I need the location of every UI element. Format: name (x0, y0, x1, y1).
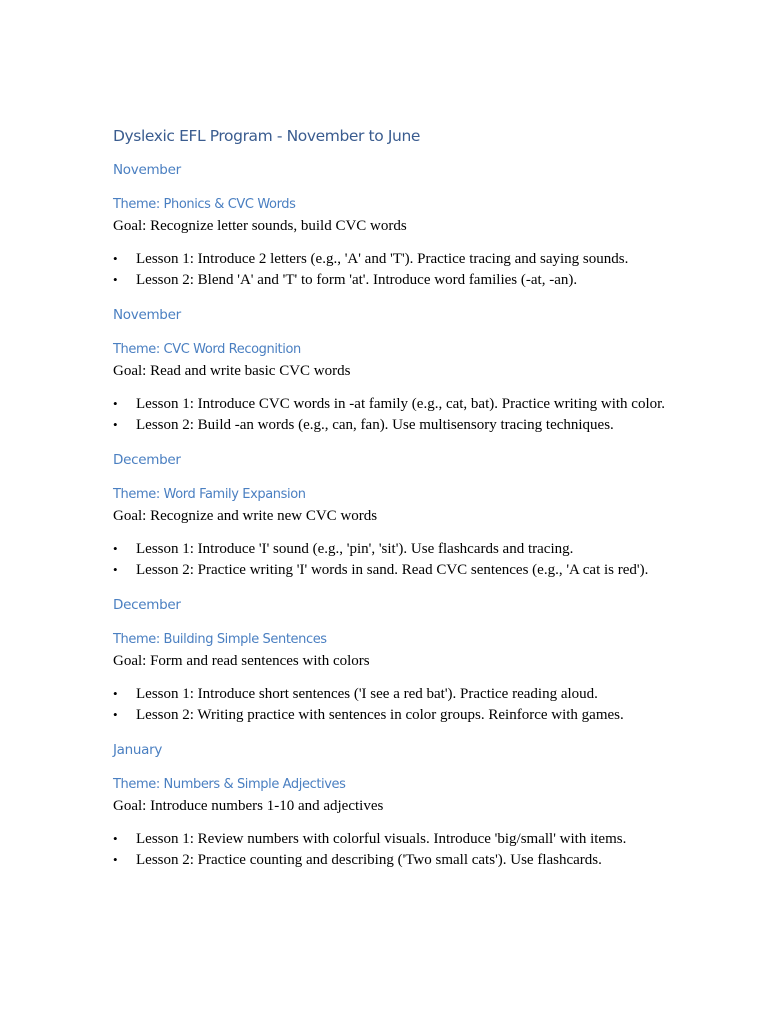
lesson-item (113, 850, 673, 871)
bullet-icon: • (113, 851, 118, 867)
month-heading: November (113, 162, 181, 178)
lesson-item (113, 829, 673, 850)
theme-heading: Theme: Word Family Expansion (113, 487, 306, 502)
lesson-list (113, 249, 673, 290)
month-heading: January (113, 742, 163, 758)
goal-text: Goal: Recognize letter sounds, build CVC words (113, 218, 407, 234)
lesson-text: Lesson 1: Introduce 2 letters (e.g., 'A' and 'T'). Practice tracing and saying sounds. (136, 251, 629, 267)
lesson-list (113, 684, 673, 725)
goal-text: Goal: Form and read sentences with colors (113, 653, 370, 669)
bullet-icon: • (113, 706, 118, 722)
lesson-item (113, 394, 673, 415)
bullet-icon: • (113, 561, 118, 577)
document-page (113, 124, 673, 885)
lesson-text: Lesson 2: Practice writing 'I' words in sand. Read CVC sentences (e.g., 'A cat is red'). (136, 561, 649, 578)
bullet-icon: • (113, 831, 118, 846)
section-1 (113, 160, 673, 290)
theme-heading: Theme: Phonics & CVC Words (113, 197, 296, 212)
lesson-item (113, 249, 673, 270)
lesson-text: Lesson 2: Practice counting and describing ('Two small cats'). Use flashcards. (136, 851, 602, 868)
lesson-text: Lesson 2: Writing practice with sentences in color groups. Reinforce with games. (136, 706, 624, 723)
theme-heading: Theme: Numbers & Simple Adjectives (113, 777, 346, 792)
goal-text: Goal: Introduce numbers 1-10 and adjectives (113, 798, 384, 814)
bullet-icon: • (113, 271, 118, 287)
lesson-text: Lesson 1: Introduce 'I' sound (e.g., 'pin', 'sit'). Use flashcards and tracing. (136, 541, 574, 557)
lesson-text: Lesson 2: Blend 'A' and 'T' to form 'at'. Introduce word families (-at, -an). (136, 271, 578, 288)
lesson-item (113, 539, 673, 560)
month-heading: November (113, 307, 181, 323)
lesson-item (113, 415, 673, 436)
theme-heading: Theme: CVC Word Recognition (113, 342, 301, 357)
bullet-icon: • (113, 686, 118, 701)
month-heading: December (113, 452, 181, 468)
lesson-item (113, 270, 673, 291)
lesson-item (113, 684, 673, 705)
lesson-list (113, 539, 673, 580)
section-2 (113, 305, 673, 435)
lesson-item (113, 705, 673, 726)
goal-text: Goal: Read and write basic CVC words (113, 363, 351, 379)
lesson-list (113, 394, 673, 435)
lesson-list (113, 829, 673, 870)
bullet-icon: • (113, 396, 118, 411)
bullet-icon: • (113, 251, 118, 266)
bullet-icon: • (113, 416, 118, 432)
lesson-text: Lesson 1: Introduce short sentences ('I see a red bat'). Practice reading aloud. (136, 686, 598, 702)
lesson-text: Lesson 1: Introduce CVC words in -at family (e.g., cat, bat). Practice writing with color. (136, 396, 666, 412)
document-title: Dyslexic EFL Program - November to June (113, 127, 421, 145)
lesson-text: Lesson 2: Build -an words (e.g., can, fan). Use multisensory tracing techniques. (136, 416, 614, 433)
section-4 (113, 595, 673, 725)
goal-text: Goal: Recognize and write new CVC words (113, 508, 378, 524)
theme-heading: Theme: Building Simple Sentences (113, 632, 327, 647)
section-5 (113, 740, 673, 870)
bullet-icon: • (113, 541, 118, 556)
lesson-item (113, 560, 673, 581)
section-3 (113, 450, 673, 580)
lesson-text: Lesson 1: Review numbers with colorful visuals. Introduce 'big/small' with items. (136, 831, 627, 847)
month-heading: December (113, 597, 181, 613)
